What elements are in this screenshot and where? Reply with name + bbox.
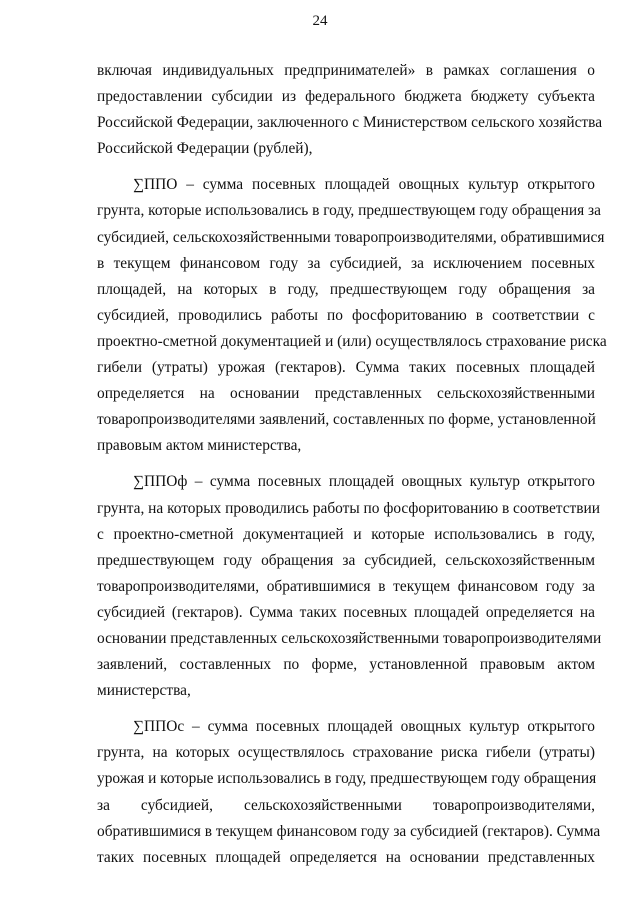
paragraph-sum-ppo: [97, 172, 607, 459]
text-line: субсидией, проводились работы по фосфоритованию в соответствии с: [97, 306, 595, 324]
text-line: товаропроизводителями заявлений, составленных по форме, установленной: [97, 411, 596, 429]
text-line: Российской Федерации (рублей),: [97, 140, 313, 158]
text-line: за субсидией, сельскохозяйственными товаропроизводителями,: [97, 796, 595, 814]
paragraph-sum-ppof: [97, 469, 602, 704]
text-line: ∑ППО – сумма посевных площадей овощных культур открытого: [133, 176, 595, 194]
text-line: ∑ППОс – сумма посевных площадей овощных культур открытого: [133, 718, 595, 736]
text-line: в текущем финансовом году за субсидией, за исключением посевных: [97, 254, 595, 272]
text-line: урожая и которые использовались в году, предшествующем году обращения: [97, 770, 597, 788]
text-line: площадей, на которых в году, предшествующем году обращения за: [97, 280, 595, 298]
page-number: 24: [312, 13, 328, 29]
text-line: проектно-сметной документацией и (или) осуществлялось страхование риска: [97, 332, 607, 350]
text-line: обратившимися в текущем финансовом году за субсидией (гектаров). Сумма: [97, 822, 601, 840]
text-line: товаропроизводителями, обратившимися в текущем финансовом году за: [97, 577, 595, 595]
text-line: грунта, на которых осуществлялось страхование риска гибели (утраты): [97, 744, 595, 762]
text-line: включая индивидуальных предпринимателей» в рамках соглашения о: [97, 62, 595, 79]
text-line: министерства,: [97, 682, 191, 700]
text-line: предшествующем году обращения за субсидией, сельскохозяйственным: [97, 551, 595, 569]
paragraph-intro: [97, 58, 603, 162]
text-line: таких посевных площадей определяется на основании представленных: [97, 848, 595, 866]
text-line: Российской Федерации, заключенного с Министерством сельского хозяйства: [97, 114, 603, 132]
text-line: правовым актом министерства,: [97, 437, 302, 455]
text-line: грунта, которые использовались в году, предшествующем году обращения за: [97, 202, 601, 220]
text-line: гибели (утраты) урожая (гектаров). Сумма таких посевных площадей: [97, 359, 595, 377]
document-body: [97, 58, 607, 871]
text-line: субсидией, сельскохозяйственными товаропроизводителями, обратившимися: [97, 228, 605, 246]
text-line: заявлений, составленных по форме, установленной правовым актом: [97, 656, 595, 674]
text-line: субсидией (гектаров). Сумма таких посевных площадей определяется на: [97, 603, 595, 621]
text-line: с проектно-сметной документацией и которые использовались в году,: [97, 525, 595, 543]
text-line: грунта, на которых проводились работы по фосфоритованию в соответствии: [97, 499, 601, 517]
text-line: основании представленных сельскохозяйственными товаропроизводителями: [97, 629, 602, 647]
text-line: ∑ППОф – сумма посевных площадей овощных культур открытого: [133, 473, 595, 491]
paragraph-sum-ppos: [97, 714, 601, 871]
text-line: определяется на основании представленных сельскохозяйственными: [97, 385, 595, 403]
text-line: предоставлении субсидии из федерального бюджета бюджету субъекта: [97, 88, 595, 106]
